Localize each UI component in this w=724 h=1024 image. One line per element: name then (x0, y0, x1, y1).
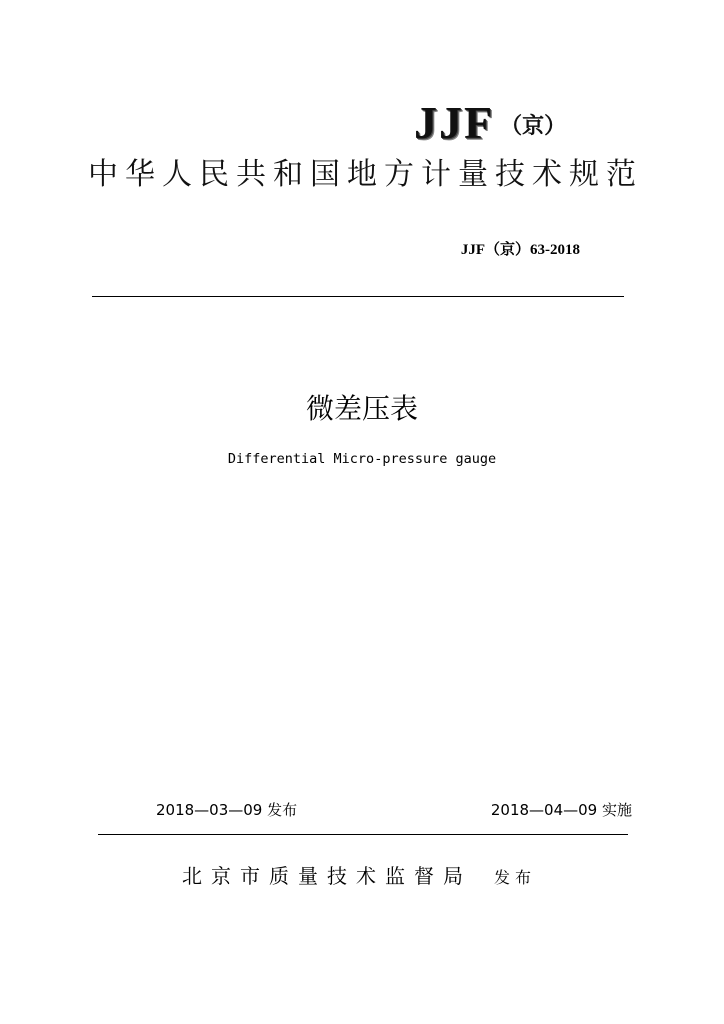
jjf-logo (414, 98, 566, 146)
title-chinese: 微差压表 (305, 392, 418, 425)
bottom-divider (98, 834, 628, 835)
title-english: Differential Micro-pressure gauge (227, 451, 497, 467)
implementation-date: 2018—04—09 实施 (490, 801, 632, 819)
publisher-name: 北京市质量技术监督局 (182, 864, 472, 888)
top-divider (92, 296, 624, 297)
jjf-logo-letters: JJF (414, 97, 495, 148)
document-code: JJF（京）63-2018 (460, 242, 580, 258)
national-spec-heading: 中华人民共和国地方计量技术规范 (88, 157, 643, 192)
publish-label: 发布 (494, 868, 537, 887)
issue-date: 2018—03—09 发布 (156, 801, 298, 819)
jjf-logo-suffix: （京） (500, 113, 567, 139)
publisher-line (182, 862, 536, 892)
